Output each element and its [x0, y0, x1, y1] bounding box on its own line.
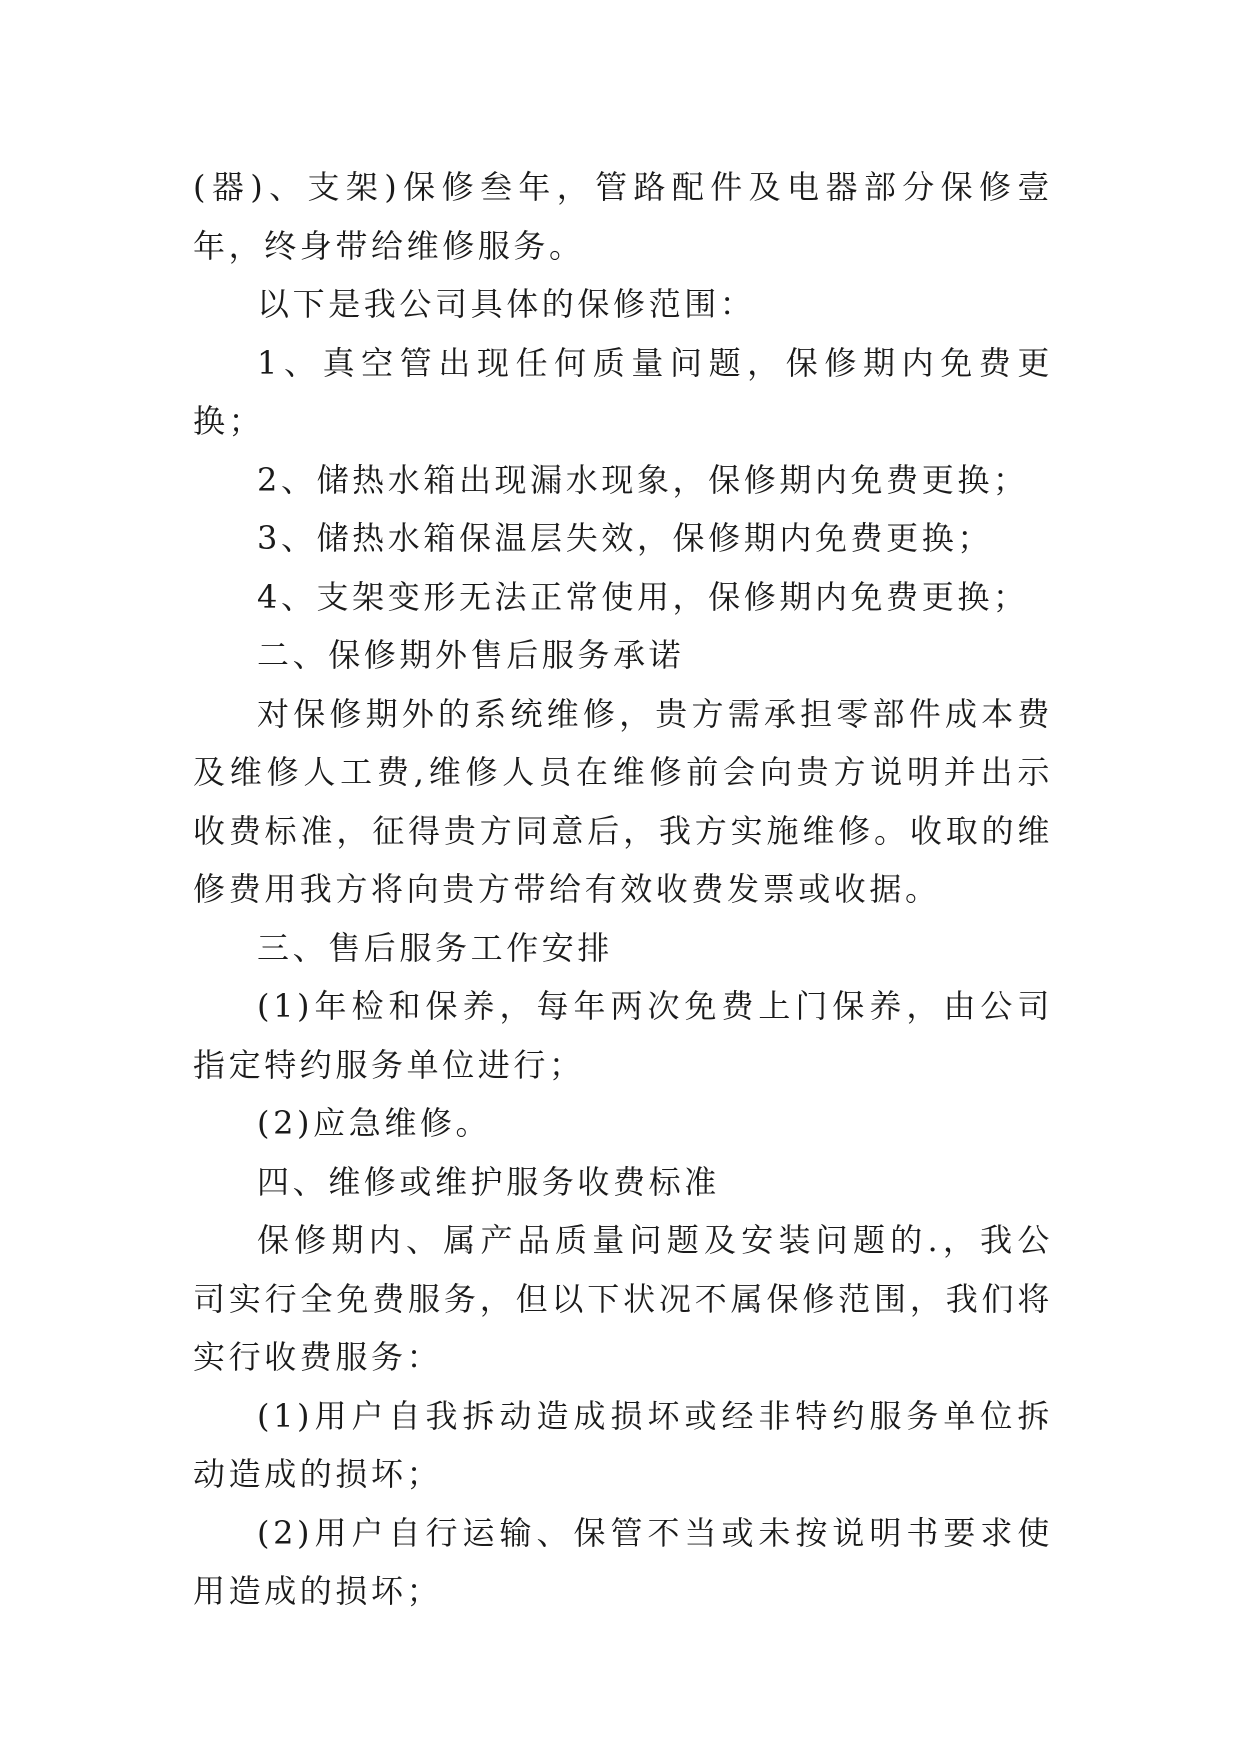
paragraph-warranty-terms: (器)、支架)保修叁年，管路配件及电器部分保修壹年，终身带给维修服务。 — [193, 168, 1053, 265]
list-item-vacuum-tube: 1、真空管出现任何质量问题，保修期内免费更换； — [193, 343, 1053, 440]
paragraph-out-of-warranty: 对保修期外的系统维修，贵方需承担零部件成本费及维修人工费,维修人员在维修前会向贵方说明并出示收费标准，征得贵方同意后，我方实施维修。收取的维修费用我方将向贵方带给有效收费发票或收据。 — [193, 694, 1053, 908]
list-item-self-disassembly: (1)用户自我拆动造成损坏或经非特约服务单位拆动造成的损坏； — [193, 1396, 1053, 1493]
section-heading-3: 三、售后服务工作安排 — [257, 928, 614, 967]
section-heading-4: 四、维修或维护服务收费标准 — [257, 1162, 720, 1201]
list-item-improper-use: (2)用户自行运输、保管不当或未按说明书要求使用造成的损坏； — [193, 1513, 1053, 1610]
paragraph-scope-intro: 以下是我公司具体的保修范围： — [257, 285, 756, 323]
list-item-water-tank-leak: 2、储热水箱出现漏水现象，保修期内免费更换； — [257, 460, 1029, 499]
paragraph-fee-policy: 保修期内、属产品质量问题及安装问题的.，我公司实行全免费服务，但以下状况不属保修范围，我们将实行收费服务： — [193, 1221, 1053, 1376]
list-item-emergency-repair: (2)应急维修。 — [257, 1104, 492, 1142]
document-body — [193, 158, 1053, 1621]
section-heading-2: 二、保修期外售后服务承诺 — [257, 636, 685, 674]
list-item-insulation: 3、储热水箱保温层失效，保修期内免费更换； — [257, 519, 993, 557]
list-item-bracket: 4、支架变形无法正常使用，保修期内免费更换； — [257, 577, 1029, 616]
list-item-annual-maintenance: (1)年检和保养，每年两次免费上门保养，由公司指定特约服务单位进行； — [193, 987, 1053, 1084]
